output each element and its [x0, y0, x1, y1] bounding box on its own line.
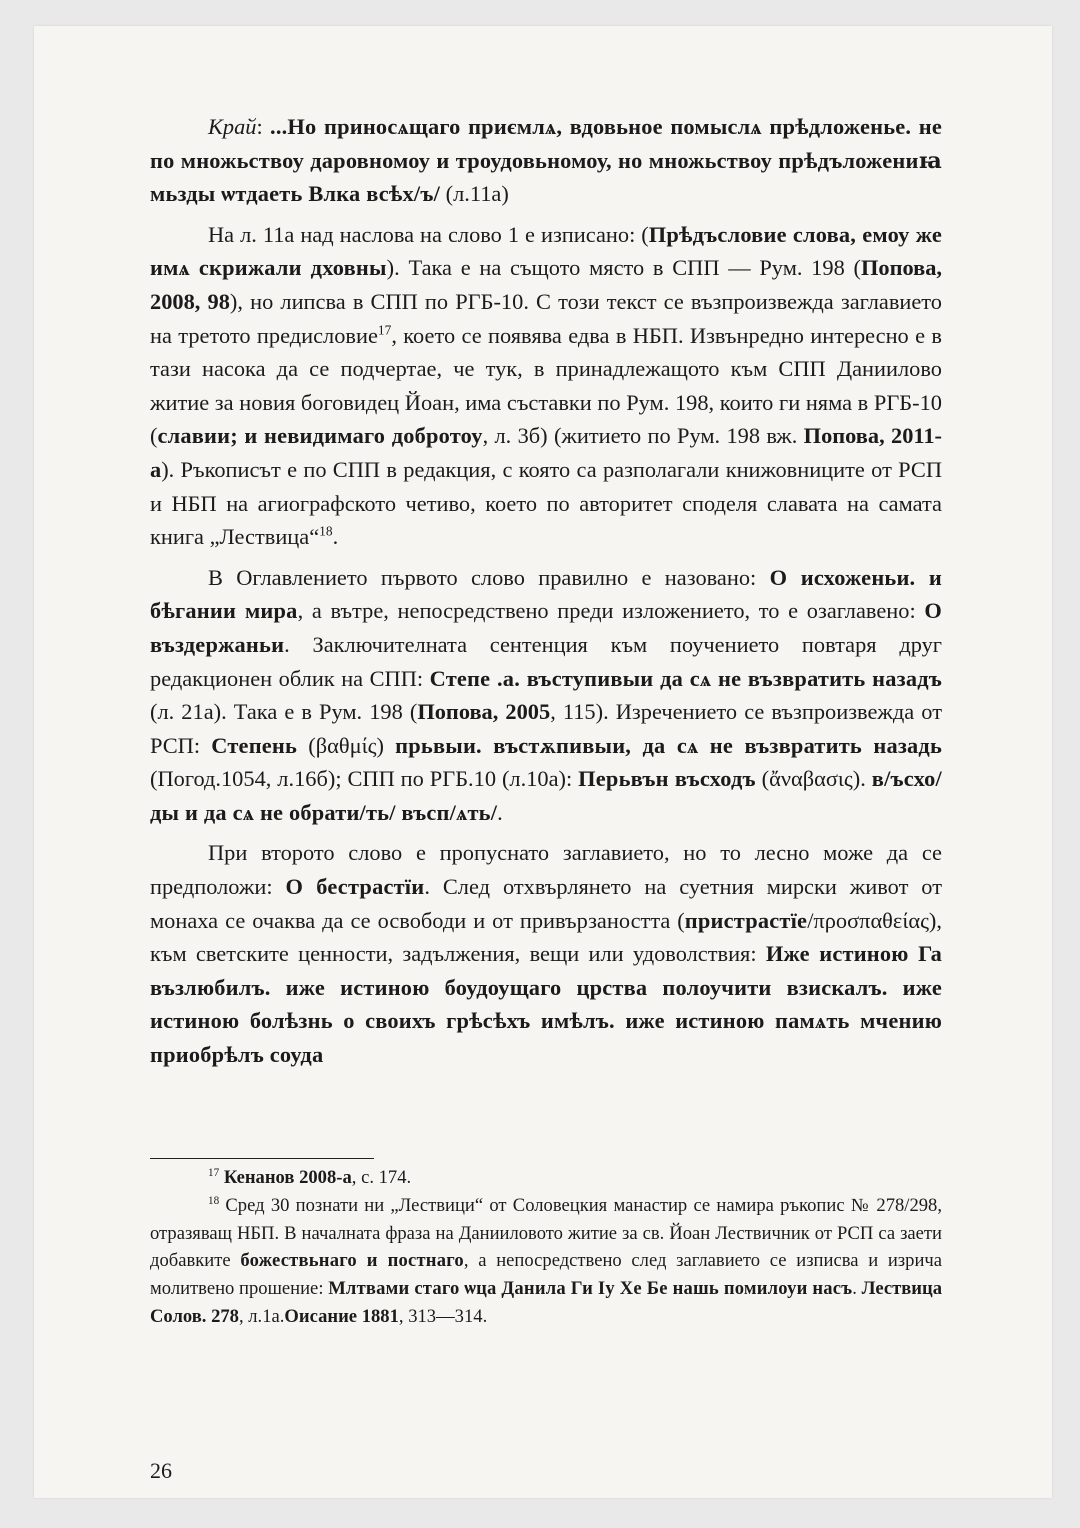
slavonic-quote: Млтвами стаго ѡца Данила Ги Іу Хе Бе нашь помилоуи насъ: [328, 1278, 853, 1300]
slavonic-quote: Перьвън въсходъ: [578, 766, 756, 792]
footnote-18: $^{18}$ Сред 30 познати ни „Лествици“ от Соловецкия манастир се намира ръкопис № 278/298, отразяващ НБП. В началната фраза на Данииловото житие за св. Йоан Лествичник от РСП са заети добавките божествьнаго и постнаго, а непосредствено след заглавието се изписва и изрича молитвено прошение: Млтвами стаго ѡца Данила Ги Іу Хе Бе нашь помилоуи насъ. Лествица Солов. 278, л.1а.Оисание 1881, 313—314.: [150, 1194, 943, 1327]
slavonic-quote: в/ъсхо/ды и да сѧ не обрати/ть/ въсп/ѧть/: [150, 766, 942, 825]
footnote-divider: [150, 1158, 374, 1159]
citation: Попова, 2011-а: [150, 423, 942, 482]
slavonic-quote: божествьнаго и постнаго: [240, 1250, 464, 1272]
slavonic-quote: Прѣдъсловие слова, емоу же имѧ скрижали дховны: [150, 221, 942, 281]
label-kray: Край: [208, 114, 257, 139]
citation: Лествица Солов. 278: [150, 1278, 943, 1327]
page-number: 26: [150, 1458, 172, 1483]
slavonic-quote: Иже истиною Га възлюбилъ. иже истиною боудоущаго црства полоучити взискалъ. иже истиною болѣзнь о своихъ грѣсѣхъ имѣлъ. иже истиною памѧть мчению приобрѣлъ соуда: [150, 941, 942, 1068]
footnote-ref[interactable]: 18: [319, 523, 333, 539]
slavonic-quote: О исхоженьи. и бѣгании мира: [150, 564, 942, 624]
paragraph-ending: Край: ...Но приносѧщаго приємлѧ, вдовьное помыслѧ прѣдложенье. не по множьствоу даровномоу и троудовьномоу, но множьствоу прѣдъложениꙗ мьзды ѡтдаеть Влка всѣх/ъ/ (л.11а): [150, 114, 942, 207]
footnotes: [150, 1164, 942, 1331]
paragraph-heading-note: На л. 11а над наслова на слово 1 е изписано: (Прѣдъсловие слова, емоу же имѧ скрижали дховны). Така е на същото място в СПП — Рум. 198 (Попова, 2008, 98), но липсва в СПП по РГБ-10. С този текст се възпроизвежда заглавието на третото предисловие$^{17}$, което се появява едва в НБП. Извънредно интересно е в тази насока да се подчертае, че тук, в принадлежащото към СПП Даниилово житие за новия боговидец Йоан, има съставки по Рум. 198, които ги няма в РГБ-10 (славии; и невидимаго добротоу, л. 3б) (житието по Рум. 198 вж. Попова, 2011-а). Ръкописът е по СПП в редакция, с която са разполагали книжовниците от РСП и НБП на агиографското четиво, което по авторитет споделя славата на самата книга „Лествица“$^{18}$.: [150, 221, 942, 550]
slavonic-quote: славии; и невидимаго добротоу: [157, 423, 483, 449]
slavonic-quote: Степе .а. въступивыи да сѧ не възвратить назадъ: [429, 665, 942, 691]
paragraph-second-word: При второто слово е пропуснато заглавието, но то лесно може да се предположи: О бестрастїи. След отхвърлянето на суетния мирски живот от монаха се очаква да се освободи и от привързаността (пристрастїе/προσπαθείας), към светските ценности, задължения, вещи или удоволствия: Иже истиною Га възлюбилъ. иже истиною боудоущаго црства полоучити взискалъ. иже истиною болѣзнь о своихъ грѣсѣхъ имѣлъ. иже истиною памѧть мчению приобрѣлъ соуда: [150, 840, 942, 1068]
footnote-17: $^{17}$ Кенанов 2008-а, с. 174.: [208, 1166, 412, 1188]
slavonic-quote: ...Но приносѧщаго приємлѧ, вдовьное помыслѧ прѣдложенье. не по множьствоу даровномоу и троудовьномоу, но множьствоу прѣдъложениꙗ мьзды ѡтдаеть Влка всѣх/ъ/: [150, 114, 942, 207]
paragraph-table-of-contents: В Оглавлението първото слово правилно е назовано: О исхоженьи. и бѣгании мира, а вътре, непосредствено преди изложението, то е озаглавено: О въздержаньи. Заключителната сентенция към поучението повтаря друг редакционен облик на СПП: Степе .а. въступивыи да сѧ не възвратить назадъ (л. 21а). Така е в Рум. 198 (Попова, 2005, 115). Изречението се възпроизвежда от РСП: Степень (βαθμίς) прьвыи. въстѫпивыи, да сѧ не възвратить назадь (Погод.1054, л.16б); СПП по РГБ.10 (л.10а): Перьвън въсходъ (ἄναβασις). в/ъсхо/ды и да сѧ не обрати/ть/ въсп/ѧть/.: [150, 564, 942, 825]
slavonic-quote: О бестрастїи: [285, 874, 425, 900]
footnote-ref[interactable]: 17: [377, 322, 392, 338]
slavonic-quote: О въздержаньи: [150, 598, 942, 657]
slavonic-quote: прьвыи. въстѫпивыи, да сѧ не възвратить назадь: [395, 732, 942, 758]
slavonic-quote: Степень: [211, 732, 298, 758]
slavonic-quote: пристрастїе: [684, 907, 808, 933]
citation: Попова, 2008, 98: [150, 255, 942, 314]
main-text: [150, 110, 942, 1079]
citation: Попова, 2005: [417, 699, 551, 725]
citation: Оисание 1881: [284, 1305, 399, 1327]
